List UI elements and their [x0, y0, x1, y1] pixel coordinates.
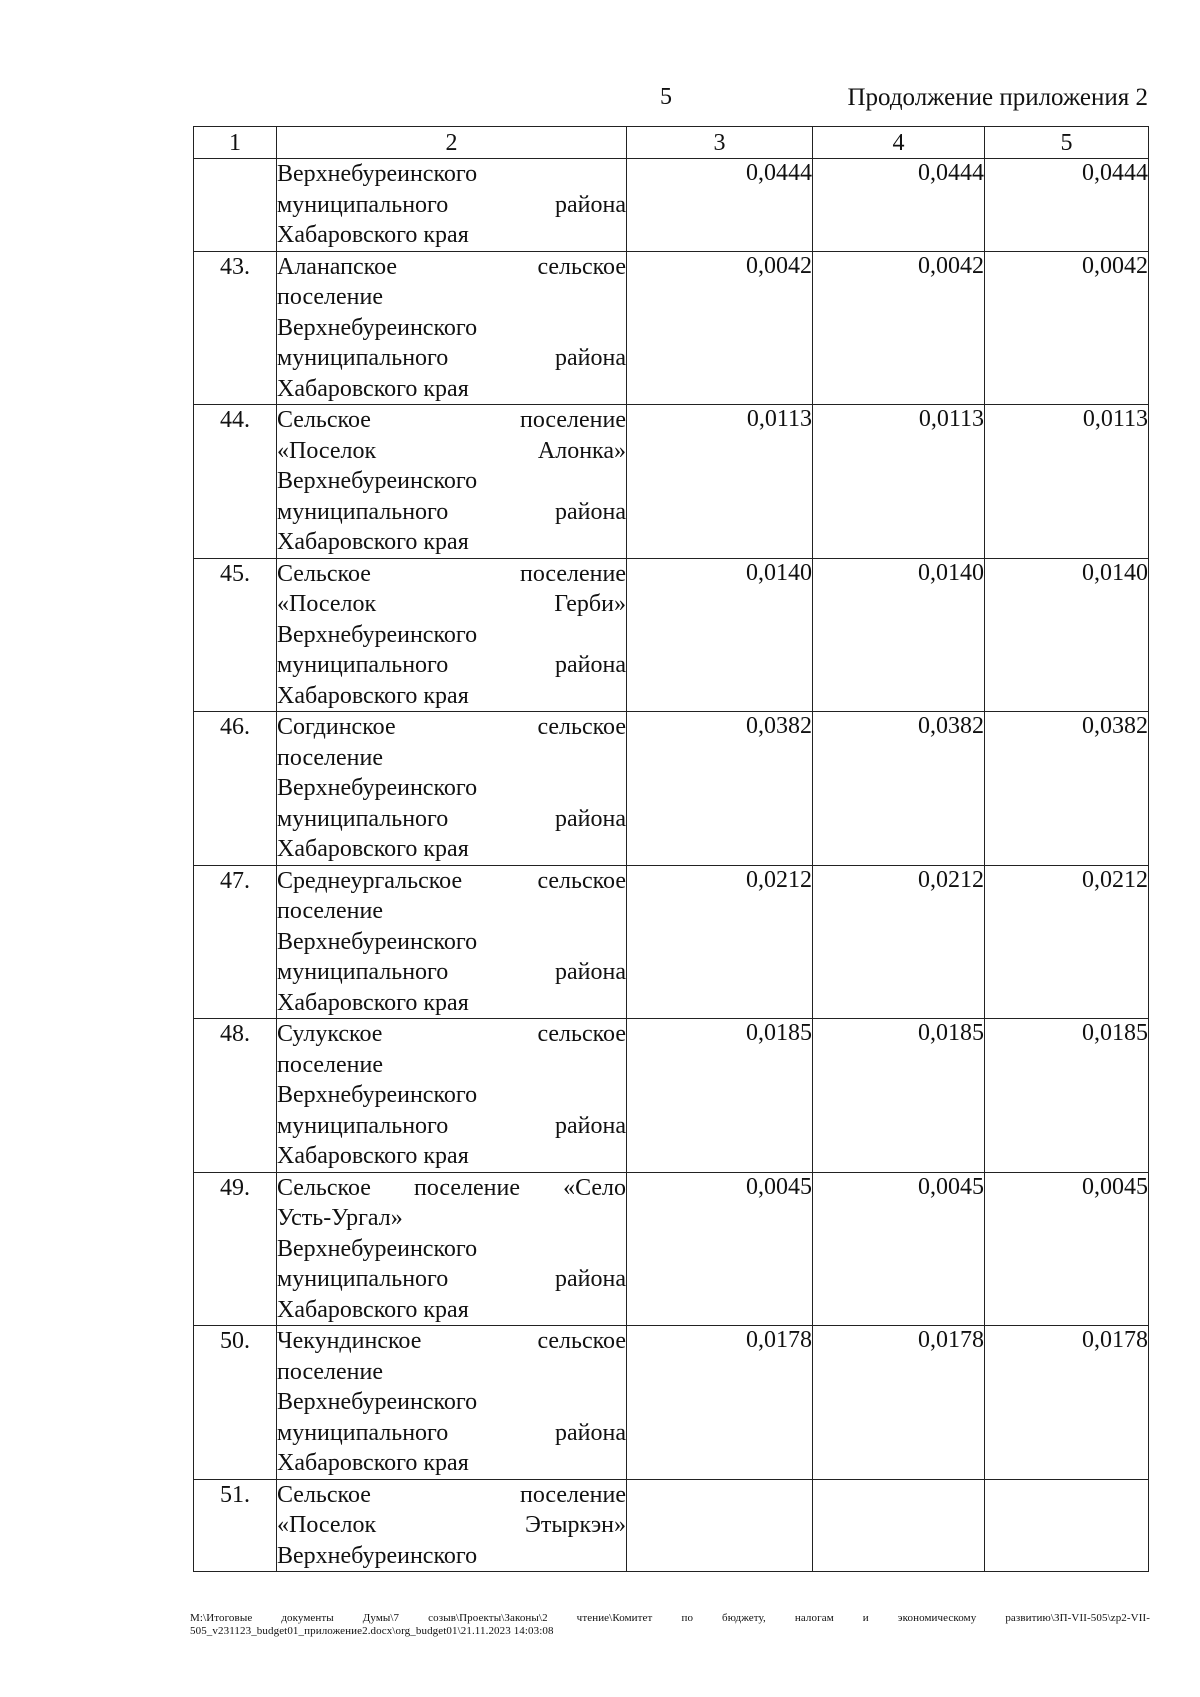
name-line [277, 436, 626, 467]
row-number: 44. [194, 405, 277, 559]
name-line [277, 527, 626, 558]
value-cell-4: 0,0212 [813, 865, 985, 1019]
value-cell-4: 0,0045 [813, 1172, 985, 1326]
name-line [277, 1264, 626, 1295]
name-line [277, 1295, 626, 1326]
name-word: Верхнебуреинского [277, 161, 478, 187]
name-word: Верхнебуреинского [277, 621, 478, 648]
name-line [277, 1111, 626, 1142]
name-word: Верхнебуреинского [277, 1235, 478, 1262]
table-row [194, 712, 1149, 866]
name-word: «Поселок [277, 437, 377, 464]
municipality-name [277, 558, 627, 712]
name-line [277, 252, 626, 283]
name-word: поселение [519, 1481, 626, 1508]
name-line [277, 159, 626, 190]
name-line [277, 497, 626, 528]
value-cell-3: 0,0444 [627, 159, 813, 252]
name-line [277, 866, 626, 897]
name-word: муниципального [277, 498, 449, 525]
value-cell-3 [627, 1479, 813, 1572]
row-number: 51. [194, 1479, 277, 1572]
name-word: Хабаровского края [277, 1296, 469, 1323]
name-line [277, 466, 626, 497]
value-cell-4: 0,0185 [813, 1019, 985, 1173]
name-word: поселение [519, 560, 626, 587]
name-word: поселение [277, 744, 384, 771]
name-line [277, 313, 626, 344]
value-cell-3: 0,0185 [627, 1019, 813, 1173]
name-word: района [555, 345, 626, 371]
name-word: Сельское [277, 1481, 371, 1508]
name-word: муниципального [277, 1266, 449, 1292]
name-word: Сулукское [277, 1021, 383, 1047]
value-cell-5: 0,0113 [985, 405, 1149, 559]
name-word: Верхнебуреинского [277, 1082, 478, 1108]
name-word: Сельское [277, 560, 371, 587]
name-word: поселение [277, 284, 384, 310]
name-word: Хабаровского края [277, 836, 469, 862]
table-row [194, 865, 1149, 1019]
name-word: района [555, 191, 626, 218]
name-word: Чекундинское [277, 1328, 422, 1354]
name-word: Сельское [277, 407, 371, 433]
name-line [277, 405, 626, 436]
table-row [194, 159, 1149, 252]
name-word: Верхнебуреинского [277, 1542, 478, 1569]
municipality-name [277, 159, 627, 252]
name-line [277, 927, 626, 958]
continuation-caption: Продолжение приложения 2 [847, 84, 1148, 111]
value-cell-4 [813, 1479, 985, 1572]
name-word: района [555, 1112, 626, 1139]
name-word: Алонка» [537, 437, 626, 464]
municipality-name [277, 1326, 627, 1480]
municipality-name [277, 1172, 627, 1326]
name-word: Верхнебуреинского [277, 468, 478, 494]
name-word: Хабаровского края [277, 989, 469, 1016]
name-word: «Поселок [277, 1512, 377, 1538]
row-number [194, 159, 277, 252]
row-number: 43. [194, 251, 277, 405]
name-line [277, 681, 626, 712]
value-cell-3: 0,0140 [627, 558, 813, 712]
name-word: Верхнебуреинского [277, 1389, 478, 1415]
name-line [277, 743, 626, 774]
name-line [277, 1173, 626, 1204]
value-cell-5: 0,0178 [985, 1326, 1149, 1480]
row-number: 46. [194, 712, 277, 866]
name-line [277, 220, 626, 251]
table-row [194, 1172, 1149, 1326]
name-line [277, 804, 626, 835]
table-body [194, 159, 1149, 1572]
name-word: сельское [537, 1328, 626, 1354]
value-cell-5: 0,0382 [985, 712, 1149, 866]
name-line [277, 559, 626, 590]
column-header: 1 [194, 127, 277, 159]
name-word: Хабаровского края [277, 1143, 469, 1169]
name-word: поселение [277, 1358, 384, 1385]
name-word: района [555, 1266, 626, 1292]
name-word: Герби» [554, 591, 626, 617]
column-header: 3 [627, 127, 813, 159]
appendix-table [193, 126, 1149, 1572]
name-word: Хабаровского края [277, 682, 469, 709]
name-line [277, 957, 626, 988]
name-word: Хабаровского края [277, 529, 469, 555]
value-cell-5: 0,0042 [985, 251, 1149, 405]
name-word: муниципального [277, 345, 449, 371]
name-word: муниципального [277, 959, 449, 985]
value-cell-4: 0,0113 [813, 405, 985, 559]
name-line [277, 650, 626, 681]
value-cell-5: 0,0140 [985, 558, 1149, 712]
name-line [277, 589, 626, 620]
value-cell-4: 0,0042 [813, 251, 985, 405]
name-word: района [555, 959, 626, 985]
name-line [277, 1019, 626, 1050]
municipality-name [277, 405, 627, 559]
file-path-footer: M:\Итоговые документы Думы\7 созыв\Проекты\Законы\2 чтение\Комитет по бюджету, налогам и экономическому развитию\ЗП-VII-505\zp2-VII-505_v231123_budget01_приложение2.docx\org_budget01\21.11.2023 14:03:08 [190, 1612, 1150, 1637]
table-row [194, 1479, 1149, 1572]
row-number: 48. [194, 1019, 277, 1173]
column-header: 2 [277, 127, 627, 159]
name-word: муниципального [277, 1419, 449, 1446]
name-word: муниципального [277, 805, 449, 832]
name-line [277, 1357, 626, 1388]
table-row [194, 405, 1149, 559]
name-word: Верхнебуреинского [277, 314, 478, 341]
name-word: Усть-Ургал» [277, 1205, 403, 1231]
name-line [277, 1418, 626, 1449]
name-word: Верхнебуреинского [277, 928, 478, 955]
value-cell-5: 0,0185 [985, 1019, 1149, 1173]
value-cell-3: 0,0113 [627, 405, 813, 559]
name-word: муниципального [277, 1112, 449, 1139]
name-word: Хабаровского края [277, 375, 469, 402]
row-number: 50. [194, 1326, 277, 1480]
name-word: Хабаровского края [277, 1450, 469, 1476]
value-cell-4: 0,0382 [813, 712, 985, 866]
value-cell-5: 0,0212 [985, 865, 1149, 1019]
column-header: 5 [985, 127, 1149, 159]
municipality-name [277, 865, 627, 1019]
value-cell-3: 0,0042 [627, 251, 813, 405]
row-number: 49. [194, 1172, 277, 1326]
name-line [277, 1234, 626, 1265]
name-word: района [555, 805, 626, 832]
name-word: района [555, 1419, 626, 1446]
name-line [277, 1050, 626, 1081]
name-word: поселение [519, 407, 626, 433]
name-word: Хабаровского края [277, 222, 469, 248]
name-word: муниципального [277, 652, 449, 678]
name-line [277, 1448, 626, 1479]
value-cell-4: 0,0178 [813, 1326, 985, 1480]
name-line [277, 773, 626, 804]
row-number: 47. [194, 865, 277, 1019]
name-line [277, 712, 626, 743]
municipality-name [277, 1019, 627, 1173]
value-cell-3: 0,0212 [627, 865, 813, 1019]
value-cell-5: 0,0444 [985, 159, 1149, 252]
name-word: Среднеургальское [277, 867, 463, 894]
table-row [194, 558, 1149, 712]
name-line [277, 1510, 626, 1541]
name-line [277, 190, 626, 221]
table-row [194, 251, 1149, 405]
name-line [277, 896, 626, 927]
name-word: Этыркэн» [525, 1512, 626, 1538]
name-word: сельское [537, 253, 626, 280]
table-row [194, 1326, 1149, 1480]
municipality-name [277, 251, 627, 405]
value-cell-4: 0,0140 [813, 558, 985, 712]
value-cell-3: 0,0045 [627, 1172, 813, 1326]
row-number: 45. [194, 558, 277, 712]
name-line [277, 834, 626, 865]
name-line [277, 343, 626, 374]
name-word: «Село [563, 1174, 626, 1201]
column-number-row [194, 127, 1149, 159]
name-line [277, 1387, 626, 1418]
name-word: «Поселок [277, 591, 377, 617]
value-cell-4: 0,0444 [813, 159, 985, 252]
name-line [277, 988, 626, 1019]
name-word: сельское [537, 1021, 626, 1047]
municipality-name [277, 712, 627, 866]
name-line [277, 374, 626, 405]
page-number: 5 [660, 84, 672, 110]
municipality-name [277, 1479, 627, 1572]
name-word: Согдинское [277, 714, 396, 740]
name-word: поселение [413, 1174, 520, 1201]
value-cell-5: 0,0045 [985, 1172, 1149, 1326]
table-row [194, 1019, 1149, 1173]
name-line [277, 1141, 626, 1172]
name-word: Аланапское [277, 253, 398, 280]
name-line [277, 1080, 626, 1111]
name-word: Сельское [277, 1174, 371, 1201]
value-cell-3: 0,0382 [627, 712, 813, 866]
name-line [277, 1326, 626, 1357]
name-line [277, 1480, 626, 1511]
name-line [277, 282, 626, 313]
column-header: 4 [813, 127, 985, 159]
name-word: сельское [537, 867, 626, 894]
name-word: поселение [277, 1051, 384, 1078]
name-word: сельское [537, 714, 626, 740]
name-word: муниципального [277, 191, 449, 218]
name-word: района [555, 498, 626, 525]
name-line [277, 1541, 626, 1572]
value-cell-5 [985, 1479, 1149, 1572]
name-line [277, 1203, 626, 1234]
name-line [277, 620, 626, 651]
value-cell-3: 0,0178 [627, 1326, 813, 1480]
name-word: поселение [277, 898, 384, 924]
name-word: Верхнебуреинского [277, 775, 478, 801]
name-word: района [555, 652, 626, 678]
